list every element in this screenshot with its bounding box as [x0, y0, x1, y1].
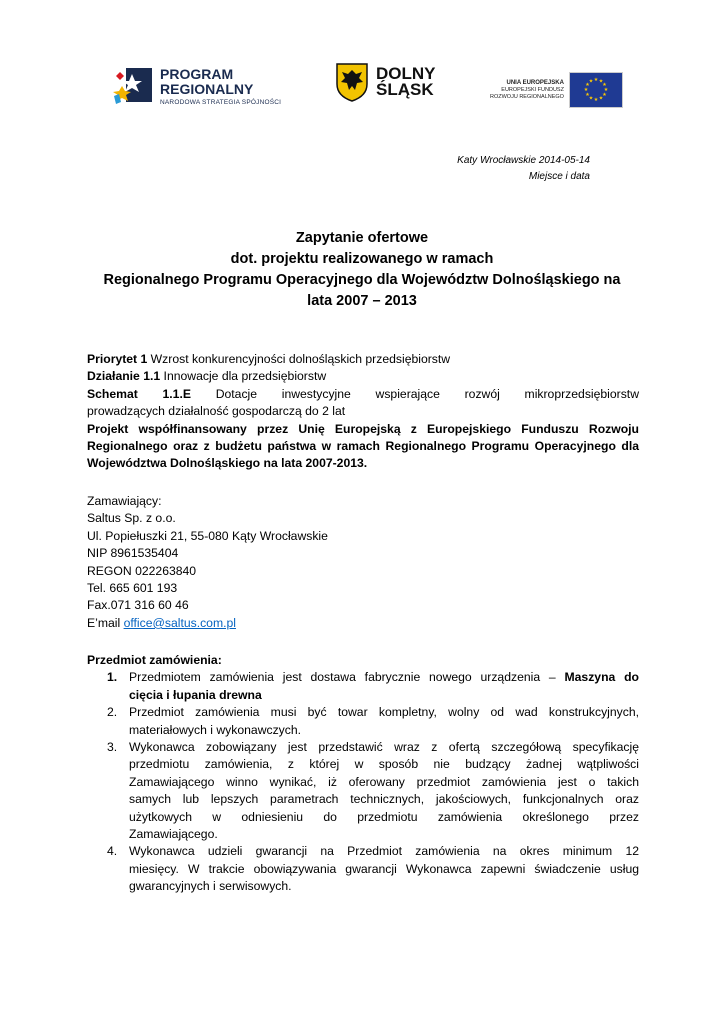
contact-fax: Fax.071 316 60 46: [87, 598, 189, 613]
item-text-bold: cięcia i łupania drewna: [129, 687, 262, 702]
svg-text:★: ★: [602, 92, 607, 98]
list-item: [87, 669, 639, 704]
title-line: dot. projektu realizowanego w ramach: [230, 251, 494, 267]
schemat-line: [87, 386, 639, 403]
item-text-bold: Maszyna do: [564, 670, 639, 685]
contact-regon: REGON 022263840: [87, 563, 197, 578]
contact-email-line: [87, 615, 639, 632]
program-regionalny-emblem-icon: [112, 64, 154, 108]
logo-bar: [112, 62, 652, 122]
program-logo-line2: REGIONALNY: [160, 80, 254, 97]
schemat-label: Schemat 1.1.E: [87, 386, 191, 401]
svg-text:★: ★: [588, 78, 594, 85]
contact-company: Saltus Sp. z o.o.: [87, 511, 176, 526]
item-line: użytkowych w odniesieniu do przedmiotu zamówienia określonego przez: [129, 809, 639, 824]
svg-text:★: ★: [588, 95, 594, 102]
title-line: lata 2007 – 2013: [307, 293, 417, 309]
item-number: 4.: [107, 844, 118, 859]
program-logo-line1: PROGRAM: [160, 65, 234, 82]
dzialanie-line: [87, 368, 639, 385]
projekt-line: [87, 421, 639, 438]
item-line: Zamawiającego winno wynikać, iż oferowany przedmiot zamówienia jest o takich: [129, 774, 639, 789]
svg-text:★: ★: [602, 82, 607, 88]
place-date-label: Miejsce i data: [528, 171, 590, 182]
order-list: [87, 669, 639, 895]
schemat-text: Dotacje inwestycyjne wspierające rozwój mikroprzedsiębiorstw: [190, 386, 639, 401]
svg-text:★: ★: [585, 82, 590, 88]
contact-tel: Tel. 665 601 193: [87, 581, 178, 596]
program-regionalny-logo: [112, 64, 281, 108]
item-line: Wykonawca udzieli gwarancji na Przedmiot zamówienia na okres minimum 12: [129, 844, 639, 859]
list-item: [87, 739, 639, 843]
svg-text:★: ★: [593, 97, 599, 103]
projekt-line: [87, 455, 639, 472]
item-number: 2.: [107, 705, 118, 720]
projekt-line: [87, 438, 639, 455]
title-line: Zapytanie ofertowe: [295, 230, 429, 246]
item-line: gwarancyjnych i serwisowych.: [129, 879, 292, 894]
item-number: 1.: [107, 670, 118, 685]
svg-text:★: ★: [598, 95, 604, 102]
eagle-shield-icon: [334, 62, 370, 102]
svg-text:★: ★: [583, 87, 589, 93]
email-label: E’mail: [87, 615, 124, 630]
projekt-text: Województwa Dolnośląskiego na lata 2007-2013.: [87, 456, 368, 471]
dzialanie-text: Innowacje dla przedsiębiorstw: [160, 369, 327, 384]
title-line: Regionalnego Programu Operacyjnego dla Województw Dolnośląskiego na: [103, 272, 621, 288]
priorytet-text: Wzrost konkurencyjności dolnośląskich przedsiębiorstw: [147, 352, 451, 366]
item-line: materiałowych i wykonawczych.: [129, 722, 302, 737]
item-line: samych lub lepszych parametrach technicznych, jakościowych, funkcjonalnych oraz: [129, 792, 639, 807]
priorytet-label: Priorytet 1: [87, 352, 148, 366]
item-line: Przedmiot zamówienia musi być towar kompletny, wolny od wad konstrukcyjnych,: [129, 705, 639, 720]
svg-text:★: ★: [598, 78, 604, 85]
item-number: 3.: [107, 740, 118, 755]
dzialanie-label: Działanie 1.1: [87, 369, 161, 384]
contact-block: [87, 493, 639, 632]
item-line: [129, 687, 639, 704]
list-item: [87, 843, 639, 895]
item-line: [129, 669, 639, 686]
item-line: Wykonawca zobowiązany jest przedstawić wraz z ofertą szczegółową specyfikację: [129, 740, 639, 755]
dolny-logo-line2: ŚLĄSK: [376, 80, 434, 99]
item-line: Zamawiającego.: [129, 827, 218, 842]
svg-text:★: ★: [593, 77, 599, 83]
order-section: [87, 652, 639, 896]
dolny-logo-line1: DOLNY: [376, 64, 436, 83]
document-title: [80, 228, 644, 312]
email-link[interactable]: office@saltus.com.pl: [123, 615, 236, 630]
svg-text:★: ★: [585, 92, 590, 98]
unia-europejska-logo: [490, 72, 623, 108]
priorytet-line: [87, 351, 639, 368]
dolny-slask-logo: [334, 62, 436, 102]
place-date-value: Katy Wrocławskie 2014-05-14: [457, 155, 590, 166]
list-item: [87, 704, 639, 739]
schemat-line-2: prowadzących działalność gospodarczą do 2 lat: [87, 404, 346, 419]
ue-logo-line1: UNIA EUROPEJSKA: [506, 79, 564, 86]
program-logo-line3: NARODOWA STRATEGIA SPÓJNOŚCI: [160, 98, 282, 106]
contact-nip: NIP 8961535404: [87, 546, 179, 561]
program-info: [87, 351, 639, 473]
contact-address: Ul. Popiełuszki 21, 55-080 Kąty Wrocławskie: [87, 528, 328, 543]
item-text: Przedmiotem zamówienia jest dostawa fabrycznie nowego urządzenia –: [129, 670, 565, 685]
order-header: Przedmiot zamówienia:: [87, 653, 222, 667]
projekt-text: Projekt współfinansowany przez Unię Europejską z Europejskiego Funduszu Rozwoju: [87, 421, 639, 436]
svg-text:★: ★: [603, 87, 609, 93]
item-line: przedmiotu zamówienia, z której w sposób nie budzący żadnej wątpliwości: [129, 757, 639, 772]
contact-label: Zamawiający:: [87, 494, 162, 508]
ue-logo-line2: EUROPEJSKI FUNDUSZ: [501, 86, 564, 93]
eu-flag-icon: [569, 72, 623, 108]
projekt-text: Regionalnego oraz z budżetu państwa w ramach Regionalnego Programu Operacyjnego dla: [87, 439, 639, 454]
place-and-date: [457, 153, 590, 185]
ue-logo-line3: ROZWOJU REGIONALNEGO: [490, 93, 564, 100]
item-line: miesięcy. W trakcie obowiązywania gwarancji Wykonawca zapewni świadczenie usług: [129, 861, 639, 876]
